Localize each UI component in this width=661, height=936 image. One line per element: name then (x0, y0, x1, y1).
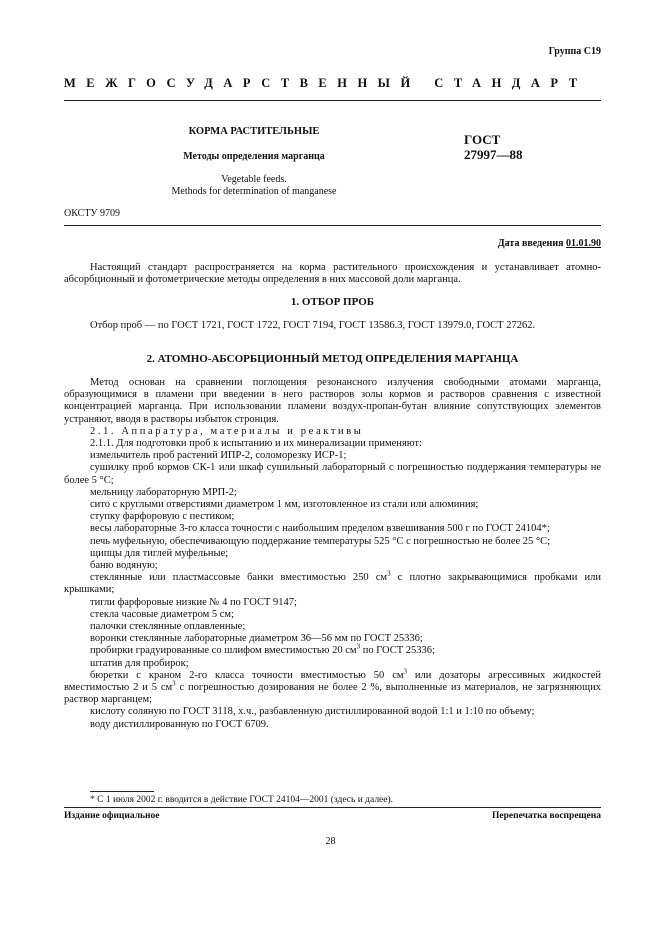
list-item: сушилку проб кормов СК-1 или шкаф сушильный лабораторный с погрешностью поддержания температуры не более 5 °С; (64, 462, 601, 486)
footnote-rule (90, 791, 154, 792)
standard-banner: МЕЖГОСУДАРСТВЕННЫЙ СТАНДАРТ (64, 76, 588, 90)
reprint-prohibited-note: Перепечатка воспрещена (491, 811, 601, 821)
list-item: щипцы для тиглей муфельные; (90, 547, 229, 559)
official-edition-note: Издание официальное (64, 811, 160, 821)
list-item: тигли фарфоровые низкие № 4 по ГОСТ 9147; (90, 596, 297, 608)
list-item: баню водяную; (90, 560, 158, 572)
section-2-body (64, 377, 601, 731)
section-1-title: 1. ОТБОР ПРОБ (290, 296, 375, 308)
english-title-line1: Vegetable feeds. (221, 174, 287, 185)
gost-label: ГОСТ (464, 132, 501, 147)
footnote: * С 1 июля 2002 г. вводится в действие ГОСТ 24104—2001 (здесь и далее). (90, 795, 394, 805)
list-item: воду дистиллированную по ГОСТ 6709. (90, 718, 269, 730)
list-item: печь муфельную, обеспечивающую поддержание температуры 525 °С с погрешностью не более 25 °С; (90, 535, 551, 547)
intro-date-label: Дата введения (497, 238, 566, 249)
clause-2-1-1: 2.1.1. Для подготовки проб к испытанию и их минерализации применяют: (90, 438, 422, 450)
footer-rule (64, 807, 601, 808)
header-rule (64, 100, 601, 101)
list-item: палочки стеклянные оплавленные; (90, 621, 246, 633)
list-item: мельницу лабораторную МРП-2; (90, 486, 237, 498)
list-item: бюретки с краном 2-го класса точности вместимостью 50 $см^3$ или дозаторы агрессивных жидкостей вместимостью 2 и 5 $см^3$ с погрешностью дозирования не более 2 %, выполненные из материалов, не загрязняющих раствор марганцем; (64, 667, 601, 706)
list-item: кислоту соляную по ГОСТ 3118, х.ч., разбавленную дистиллированной водой 1:1 и 1:10 по объему; (90, 706, 535, 718)
clause-2-1: 2.1. Аппаратура, материалы и реактивы (90, 425, 364, 437)
document-subtitle: Методы определения марганца (183, 151, 325, 162)
list-item: измельчитель проб растений ИПР-2, соломорезку ИСР-1; (90, 450, 347, 462)
list-item: сито с круглыми отверстиями диаметром 1 мм, изготовленное из стали или алюминия; (90, 499, 479, 511)
section-2-title: 2. АТОМНО-АБСОРБЦИОННЫЙ МЕТОД ОПРЕДЕЛЕНИЯ МАРГАНЦА (146, 353, 519, 365)
list-item: ступку фарфоровую с пестиком; (90, 511, 235, 523)
list-item: штатив для пробирок; (90, 657, 189, 669)
page-number: 28 (325, 836, 336, 847)
list-item: воронки стеклянные лабораторные диаметром 36—56 мм по ГОСТ 25336; (90, 633, 423, 645)
document-title: КОРМА РАСТИТЕЛЬНЫЕ (188, 126, 320, 137)
gost-designation (464, 132, 523, 162)
section-1-text: Отбор проб — по ГОСТ 1721, ГОСТ 1722, ГОСТ 7194, ГОСТ 13586.3, ГОСТ 13979.0, ГОСТ 27262. (90, 320, 536, 331)
list-item: стеклянные или пластмассовые банки вместимостью 250 $см^3$ с плотно закрывающимися пробками или крышками; (64, 569, 601, 596)
introduction-date (498, 238, 601, 249)
list-item: пробирки градуированные со шлифом вместимостью 20 $см^3$ по ГОСТ 25336; (90, 642, 435, 657)
gost-number: 27997—88 (464, 147, 523, 162)
group-code: Группа С19 (548, 46, 601, 57)
english-title-line2: Methods for determination of manganese (171, 186, 337, 197)
list-item: стекла часовые диаметром 5 см; (90, 608, 234, 620)
okstu-code: ОКСТУ 9709 (64, 208, 121, 219)
intro-paragraph: Настоящий стандарт распространяется на корма растительного происхождения и устанавливает атомно-абсорбционный и фотометрические методы определения в них массовой доли марганца. (64, 262, 601, 286)
list-item: весы лабораторные 3-го класса точности с наибольшим пределом взвешивания 500 г по ГОСТ 24104*; (90, 523, 550, 535)
intro-date-value: 01.01.90 (566, 238, 601, 249)
okstu-rule (64, 225, 601, 226)
method-description: Метод основан на сравнении поглощения резонансного излучения свободными атомами марганца, образующимися в пламени при введении в него растворов золы кормов и растворов сравнения с известной концентрацией марганца. При использовании пламени воздух-пропан-бутан влияние сопутствующих элементов устраняют, вводя в растворы избыток стронция. (64, 377, 601, 425)
